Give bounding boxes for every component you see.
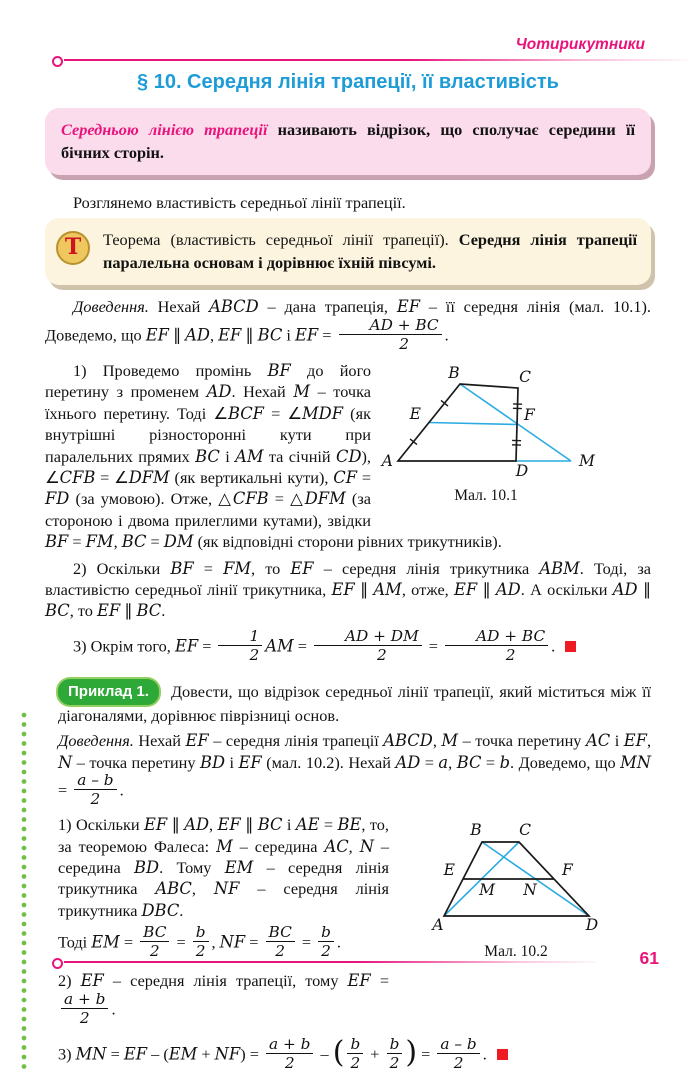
intro-paragraph: Розглянемо властивість середньої лінії трапеції. xyxy=(45,192,651,213)
figure-caption: Мал. 10.2 xyxy=(484,943,547,960)
vertex-label-e: E xyxy=(409,405,422,423)
figure-10-1 xyxy=(381,362,651,515)
vertex-label-b: B xyxy=(447,364,459,382)
example-task-text: Довести, що відрізок середньої лінії трапеції, який міститься між її діагоналями, дорівнює піврізниці основ. xyxy=(58,682,651,725)
proof-intro: Доведення. Нехай ABCD – дана трапеція, EF – її середня лінія (мал. 10.1). Доведемо, що EF ∥ AD, EF ∥ BC і EF = $\frac{AD + BC}{2}$ . xyxy=(45,296,651,355)
chapter-header: Чотирикутники xyxy=(516,36,645,54)
vertex-label-f: F xyxy=(523,406,536,424)
proof-step-1: 1) Проведемо промінь BF до його перетину з променем AD. Нехай M – точка їхнього перетину. Тоді ∠BCF = ∠MDF (як внутрішні різносторонні кути при паралельних прямих BC і AM та січній CD), ∠CFB = ∠DFM (як вертикальні кути), CF = FD (за умовою). Отже, △CFB = △DFM (за стороною і двома прилеглими кутами), звідки BF = FM, BC = DM (як відповідні сторони рівних трикутників). xyxy=(45,360,651,553)
trapezoid-diagram-1 xyxy=(381,362,651,510)
vertex-label-a: A xyxy=(380,452,393,470)
example-badge: Приклад 1. xyxy=(58,679,159,705)
proof-step-2: 2) Оскільки BF = FM, то EF – середня лінія трикутника ABM. Тоді, за властивістю середньої лінії трикутника, EF ∥ AM, отже, EF ∥ AD. А оскільки AD ∥ BC, то EF ∥ BC. xyxy=(45,558,651,622)
example-task xyxy=(58,679,651,726)
vertex-label-c: C xyxy=(519,821,531,839)
top-rule xyxy=(52,55,688,66)
rule-line xyxy=(64,59,688,62)
proof-step-3: 3) Окрім того, EF = $\frac{1}{2}$ AM = $\frac{AD + DM}{2}$ = $\frac{AD + BC}{2}$ . xyxy=(45,629,651,666)
vertex-label-a: A xyxy=(430,916,443,934)
figure-caption: Мал. 10.1 xyxy=(454,487,517,504)
example-step-2: 2) EF – середня лінія трапеції, тому EF = $\frac{a + b}{2}$ . xyxy=(58,970,651,1029)
page-number: 61 xyxy=(640,948,659,969)
vertex-label-b: B xyxy=(469,821,481,839)
example-step-1b: Тоді EM = $\frac{BC}{2}$ = $\frac{b}{2}$ , NF = $\frac{BC}{2}$ = $\frac{b}{2}$ . xyxy=(58,925,651,962)
example-dotted-border xyxy=(21,711,27,1072)
page-content xyxy=(45,71,651,1078)
section-title: § 10. Середня лінія трапеції, її властивість xyxy=(45,71,651,94)
vertex-label-f: F xyxy=(561,861,574,879)
example-step-3: 3) MN = EF – (EM + NF) = $\frac{a + b}{2}$ – ( $\frac{b}{2}$ + $\frac{b}{2}$ ) = $\frac{a - b}{2}$ . xyxy=(58,1037,651,1074)
definition-box: Середньою лінією трапеції називають відрізок, що сполучає середини її бічних сторін. xyxy=(45,108,651,175)
example-proof-intro: Доведення. Нехай EF – середня лінія трапеції ABCD, M – точка перетину AC і EF, N – точка перетину BD і EF (мал. 10.2). Нехай AD = a, BC = b. Доведемо, що MN = $\frac{a - b}{2}$ . xyxy=(58,730,651,810)
rule-ring-icon xyxy=(52,56,63,67)
vertex-label-d: D xyxy=(515,462,529,480)
vertex-label-m: M xyxy=(578,452,596,470)
point-label-m: M xyxy=(478,881,496,899)
theorem-icon: Т xyxy=(56,231,90,265)
example-1-block xyxy=(45,679,651,1074)
theorem-box xyxy=(45,218,651,285)
trapezoid-diagram-2 xyxy=(399,816,651,964)
point-label-n: N xyxy=(522,881,538,899)
example-step-1: 1) Оскільки EF ∥ AD, EF ∥ BC і AE = BE, то, за теоремою Фалеса: M – середина AC, N – середина BD. Тому EM – середня лінія трикутника ABC, NF – середня лінія трикутника DBC. xyxy=(58,814,651,921)
theorem-text: Теорема (властивість середньої лінії трапеції). Середня лінія трапеції паралельна основам і дорівнює їхній півсумі. xyxy=(103,230,637,272)
rule-ring-icon xyxy=(52,958,63,969)
vertex-label-c: C xyxy=(519,368,531,386)
figure-10-2 xyxy=(399,816,651,969)
vertex-label-e: E xyxy=(443,861,456,879)
rule-line xyxy=(64,961,597,964)
vertex-label-d: D xyxy=(585,916,599,934)
bottom-rule xyxy=(52,957,597,968)
